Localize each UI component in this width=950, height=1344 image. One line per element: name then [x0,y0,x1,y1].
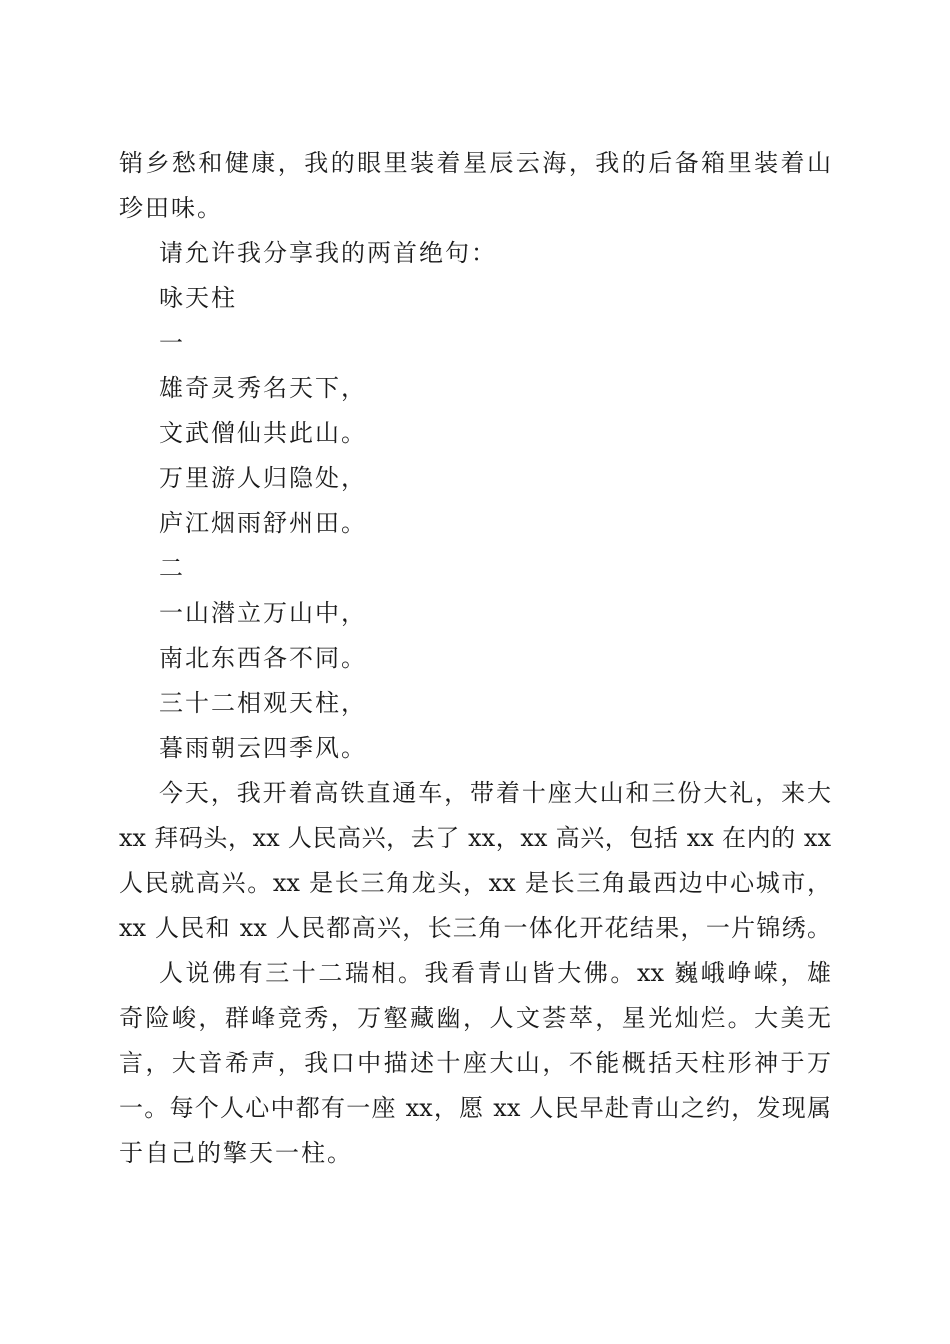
poem-line: 雄奇灵秀名天下， [159,374,367,402]
poem-line: 文武僧仙共此山。 [159,419,367,447]
poem-line: 三十二相观天柱， [159,689,367,717]
paragraph-line: 人说佛有三十二瑞相。我看青山皆大佛。xx 巍峨峥嵘，雄 [159,959,831,987]
poem-number: 一 [159,329,185,357]
paragraph-line: 奇险峻，群峰竞秀，万壑藏幽，人文荟萃，星光灿烂。大美无 [119,1004,831,1032]
paragraph-line: xx 人民和 xx 人民都高兴，长三角一体化开花结果，一片锦绣。 [119,914,831,942]
poem-number: 二 [159,554,185,582]
poem-line: 南北东西各不同。 [159,644,367,672]
poem-title: 咏天柱 [159,284,237,312]
paragraph-line: xx 拜码头，xx 人民高兴，去了 xx，xx 高兴，包括 xx 在内的 xx [119,824,831,852]
paragraph-line: 一。每个人心中都有一座 xx，愿 xx 人民早赴青山之约，发现属 [119,1094,831,1122]
paragraph-line: 人民就高兴。xx 是长三角龙头，xx 是长三角最西边中心城市， [119,869,831,897]
poem-line: 庐江烟雨舒州田。 [159,509,367,537]
poem-line: 万里游人归隐处， [159,464,367,492]
paragraph-line: 于自己的擎天一柱。 [119,1139,353,1167]
intro-line: 请允许我分享我的两首绝句： [159,239,497,267]
poem-line: 一山潜立万山中， [159,599,367,627]
poem-line: 暮雨朝云四季风。 [159,734,367,762]
document-page [119,141,831,1176]
paragraph-line: 言，大音希声，我口中描述十座大山，不能概括天柱形神于万 [119,1049,831,1077]
paragraph-line: 今天，我开着高铁直通车，带着十座大山和三份大礼，来大 [159,779,831,807]
paragraph-line: 珍田味。 [119,194,223,222]
paragraph-line: 销乡愁和健康，我的眼里装着星辰云海，我的后备箱里装着山 [119,149,831,177]
